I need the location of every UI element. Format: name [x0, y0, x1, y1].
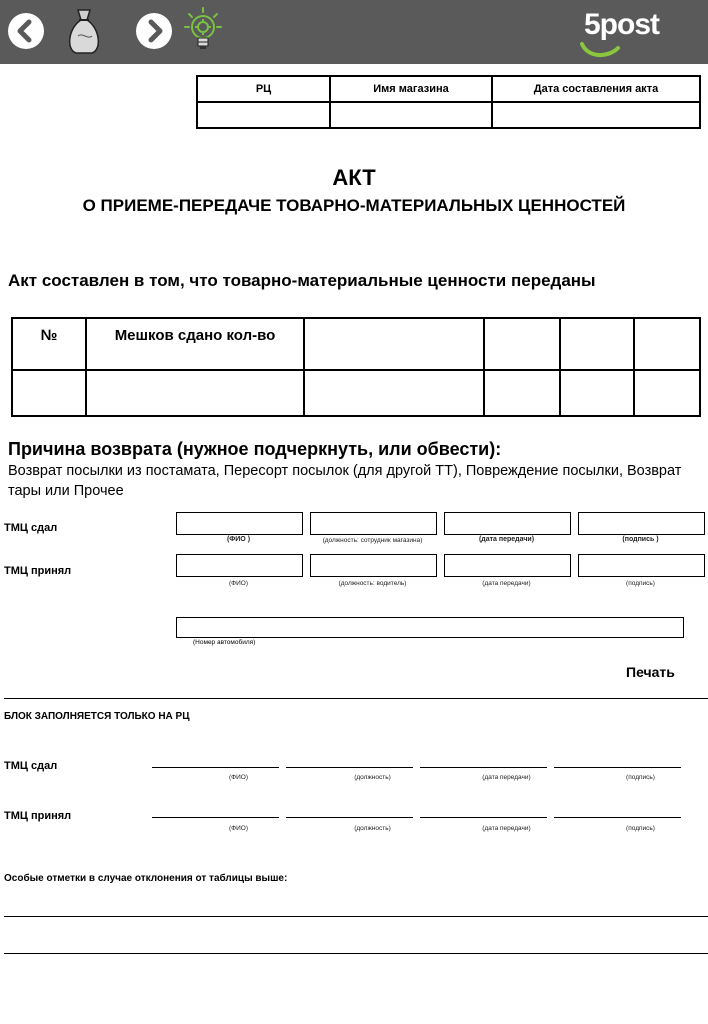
act-date-value-cell[interactable] — [492, 102, 700, 128]
received-name-caption: (ФИО) — [229, 580, 248, 587]
special-notes-label: Особые отметки в случае отклонения от таблицы выше: — [4, 873, 288, 884]
items-table — [11, 317, 701, 417]
rc-gave-date-line[interactable] — [420, 767, 547, 768]
table-cell[interactable] — [86, 370, 304, 416]
section-divider — [4, 698, 708, 699]
received-signature-field[interactable] — [578, 554, 705, 577]
gave-position-field[interactable] — [310, 512, 437, 535]
act-statement: Акт составлен в том, что товарно-материальные ценности переданы — [8, 271, 596, 290]
rc-gave-position-line[interactable] — [286, 767, 413, 768]
logo-text: 5post — [584, 8, 660, 41]
brand-logo — [578, 8, 690, 60]
rc-received-signature-caption: (подпись) — [626, 825, 655, 832]
table-cell[interactable] — [304, 318, 484, 370]
table-cell[interactable] — [560, 318, 634, 370]
logo-smile-icon — [578, 40, 628, 60]
print-button[interactable]: Печать — [626, 664, 675, 680]
gave-position-caption: (должность: сотрудник магазина) — [322, 537, 423, 544]
vehicle-number-caption: (Номер автомобиля) — [193, 639, 256, 646]
header-table — [196, 75, 701, 129]
rc-received-date-line[interactable] — [420, 817, 547, 818]
col-bags-header: Мешков сдано кол-во — [86, 318, 304, 370]
chevron-left-icon — [8, 13, 44, 49]
rc-received-name-line[interactable] — [152, 817, 279, 818]
header-col-rc: РЦ — [197, 76, 330, 102]
return-reason-options: Возврат посылки из постамата, Пересорт посылок (для другой ТТ), Повреждение посылки, Возврат тары или Прочее — [8, 463, 682, 499]
rc-gave-label: ТМЦ сдал — [4, 760, 58, 772]
table-cell[interactable] — [12, 370, 86, 416]
table-cell[interactable] — [634, 318, 700, 370]
rc-received-name-caption: (ФИО) — [229, 825, 248, 832]
received-position-field[interactable] — [310, 554, 437, 577]
table-cell[interactable] — [634, 370, 700, 416]
vehicle-number-field[interactable] — [176, 617, 684, 638]
gave-signature-caption: (подпись ) — [622, 536, 659, 543]
rc-received-signature-line[interactable] — [554, 817, 681, 818]
gave-name-caption: (ФИО ) — [226, 536, 251, 543]
table-cell[interactable] — [560, 370, 634, 416]
store-name-value-cell[interactable] — [330, 102, 492, 128]
table-cell[interactable] — [304, 370, 484, 416]
notes-line-2[interactable] — [4, 953, 708, 954]
rc-gave-signature-line[interactable] — [554, 767, 681, 768]
received-label: ТМЦ принял — [4, 565, 72, 577]
toolbar — [0, 0, 708, 64]
table-cell[interactable] — [484, 318, 560, 370]
rc-value-cell[interactable] — [197, 102, 330, 128]
rc-received-position-caption: (должность) — [354, 825, 391, 832]
rc-gave-date-caption: (дата передачи) — [482, 774, 531, 781]
rc-gave-name-caption: (ФИО) — [229, 774, 248, 781]
received-date-caption: (дата передачи) — [482, 580, 531, 587]
rc-received-label: ТМЦ принял — [4, 810, 72, 822]
received-signature-caption: (подпись) — [626, 580, 655, 587]
table-cell[interactable] — [484, 370, 560, 416]
gave-name-field[interactable] — [176, 512, 303, 535]
return-reason-title: Причина возврата (нужное подчеркнуть, или обвести): — [8, 439, 502, 459]
rc-received-date-caption: (дата передачи) — [482, 825, 531, 832]
rc-gave-name-line[interactable] — [152, 767, 279, 768]
notes-line-1[interactable] — [4, 916, 708, 917]
chevron-right-icon — [136, 13, 172, 49]
received-name-field[interactable] — [176, 554, 303, 577]
gave-date-caption: (дата передачи) — [478, 536, 535, 543]
header-col-act-date: Дата составления акта — [492, 76, 700, 102]
rc-received-position-line[interactable] — [286, 817, 413, 818]
money-bag-icon[interactable] — [64, 6, 104, 56]
received-date-field[interactable] — [444, 554, 571, 577]
document-subtitle: О ПРИЕМЕ-ПЕРЕДАЧЕ ТОВАРНО-МАТЕРИАЛЬНЫХ ЦЕННОСТЕЙ — [82, 196, 626, 215]
document-title: АКТ — [332, 165, 376, 190]
rc-block-title: БЛОК ЗАПОЛНЯЕТСЯ ТОЛЬКО НА РЦ — [4, 711, 190, 722]
rc-gave-position-caption: (должность) — [354, 774, 391, 781]
gave-date-field[interactable] — [444, 512, 571, 535]
header-col-store-name: Имя магазина — [330, 76, 492, 102]
col-number-header: № — [12, 318, 86, 370]
gave-label: ТМЦ сдал — [4, 522, 58, 534]
idea-bulb-icon[interactable] — [183, 7, 223, 53]
rc-gave-signature-caption: (подпись) — [626, 774, 655, 781]
forward-button[interactable] — [136, 13, 172, 49]
gave-signature-field[interactable] — [578, 512, 705, 535]
received-position-caption: (должность: водитель) — [338, 580, 407, 587]
back-button[interactable] — [8, 13, 44, 49]
